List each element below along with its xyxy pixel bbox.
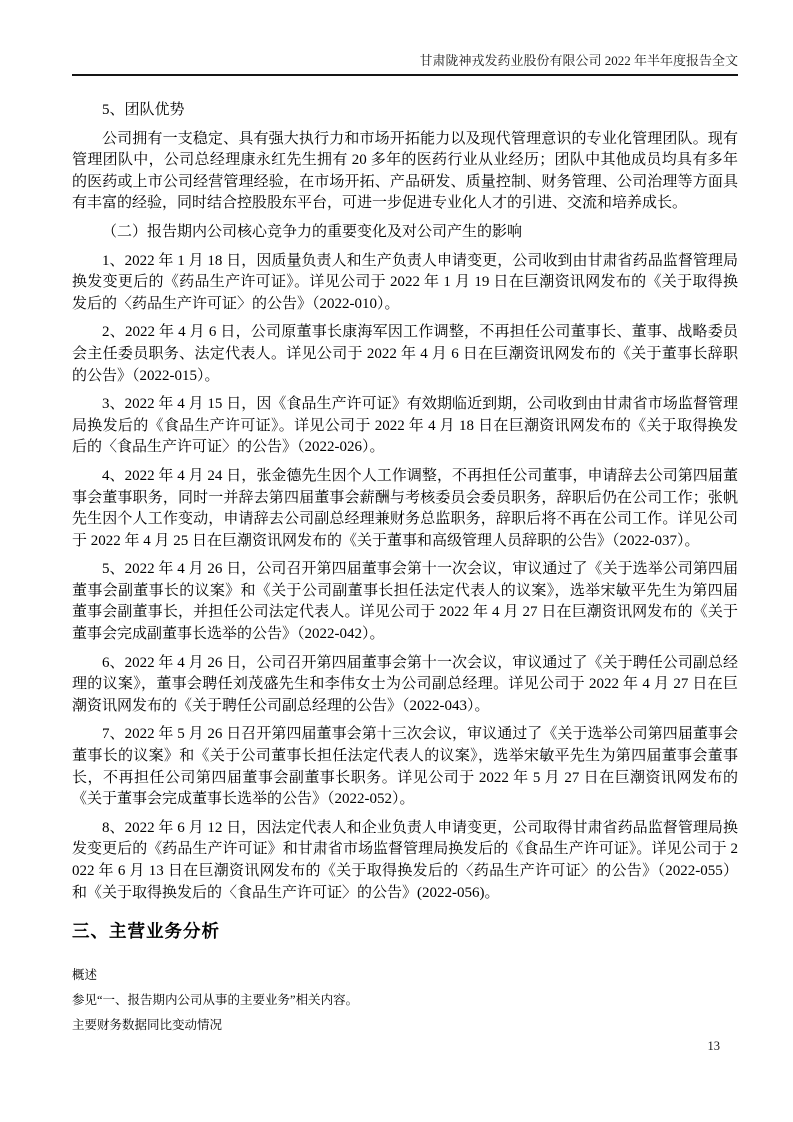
team-advantage-heading: 5、团队优势 bbox=[102, 102, 185, 118]
header-divider bbox=[72, 74, 738, 76]
overview-label: 概述 bbox=[72, 968, 98, 983]
report-header-title: 甘肃陇神戎发药业股份有限公司 2022 年半年度报告全文 bbox=[419, 53, 738, 68]
core-competitiveness-heading: （二）报告期内公司核心竞争力的重要变化及对公司产生的影响 bbox=[102, 223, 523, 240]
event-item-8: 8、2022 年 6 月 12 日，因法定代表人和企业负责人申请变更，公司取得甘肃省药品监督管理局换发变更后的《药品生产许可证》和甘肃省市场监督管理局换发后的《食品生产许可证》。详见公司于 2022 年 6 月 13 日在巨潮资讯网发布的《关于取得换发后的〈药品生产许可证〉的公告》（2022-055）和《关于取得换发后的〈食品生产许可证〉的公告》(2022-056)。 bbox=[72, 819, 738, 901]
event-item-7: 7、2022 年 5 月 26 日召开第四届董事会第十三次会议，审议通过了《关于选举公司第四届董事会董事长的议案》和《关于公司董事长担任法定代表人的议案》，选举宋敏平先生为第四届董事会董事长，不再担任公司第四届董事会副董事长职务。详见公司于 2022 年 5 月 27 日在巨潮资讯网发布的《关于董事会完成董事长选举的公告》（2022-052）。 bbox=[72, 726, 738, 808]
event-item-6: 6、2022 年 4 月 26 日，公司召开第四届董事会第十一次会议，审议通过了《关于聘任公司副总经理的议案》，董事会聘任刘茂盛先生和李伟女士为公司副总经理。详见公司于 2022 年 4 月 27 日在巨潮资讯网发布的《关于聘任公司副总经理的公告》（2022-043）。 bbox=[72, 654, 738, 714]
event-item-3: 3、2022 年 4 月 15 日，因《食品生产许可证》有效期临近到期，公司收到由甘肃省市场监督管理局换发后的《食品生产许可证》。详见公司于 2022 年 4 月 18 日在巨潮资讯网发布的《关于取得换发后的〈食品生产许可证〉的公告》（2022-026）。 bbox=[72, 396, 738, 456]
event-item-2: 2、2022 年 4 月 6 日，公司原董事长康海军因工作调整，不再担任公司董事长、董事、战略委员会主任委员职务、法定代表人。详见公司于 2022 年 4 月 6 日在巨潮资讯网发布的《关于董事长辞职的公告》（2022-015）。 bbox=[72, 324, 738, 384]
event-item-1: 1、2022 年 1 月 18 日，因质量负责人和生产负责人申请变更，公司收到由甘肃省药品监督管理局换发变更后的《药品生产许可证》。详见公司于 2022 年 1 月 19 日在巨潮资讯网发布的《关于取得换发后的〈药品生产许可证〉的公告》（2022-010）。 bbox=[72, 252, 738, 312]
main-business-heading: 三、主营业务分析 bbox=[72, 921, 220, 942]
financial-change-label: 主要财务数据同比变动情况 bbox=[72, 1018, 223, 1033]
document-body bbox=[72, 100, 738, 1042]
overview-reference-text: 参见“一、报告期内公司从事的主要业务”相关内容。 bbox=[72, 993, 359, 1008]
event-item-5: 5、2022 年 4 月 26 日，公司召开第四届董事会第十一次会议，审议通过了《关于选举公司第四届董事会副董事长的议案》和《关于公司副董事长担任法定代表人的议案》，选举宋敏平先生为第四届董事会副董事长，并担任公司法定代表人。详见公司于 2022 年 4 月 27 日在巨潮资讯网发布的《关于董事会完成副董事长选举的公告》（2022-042）。 bbox=[72, 561, 738, 643]
event-item-4: 4、2022 年 4 月 24 日，张金德先生因个人工作调整，不再担任公司董事，申请辞去公司第四届董事会董事职务，同时一并辞去第四届董事会薪酬与考核委员会委员职务，辞职后仍在公司工作；张帆先生因个人工作变动，申请辞去公司副总经理兼财务总监职务，辞职后将不再在公司工作。详见公司于 2022 年 4 月 25 日在巨潮资讯网发布的《关于董事和高级管理人员辞职的公告》（2022-037）。 bbox=[72, 467, 738, 549]
team-advantage-paragraph: 公司拥有一支稳定、具有强大执行力和市场开拓能力以及现代管理意识的专业化管理团队。现有管理团队中，公司总经理康永红先生拥有 20 多年的医药行业从业经历；团队中其他成员均具有多年的医药或上市公司经营管理经验，在市场开拓、产品研发、质量控制、财务管理、公司治理等方面具有丰富的经验，同时结合控股股东平台，可进一步促进专业化人才的引进、交流和培养成长。 bbox=[72, 130, 738, 212]
page-number: 13 bbox=[707, 1039, 720, 1053]
